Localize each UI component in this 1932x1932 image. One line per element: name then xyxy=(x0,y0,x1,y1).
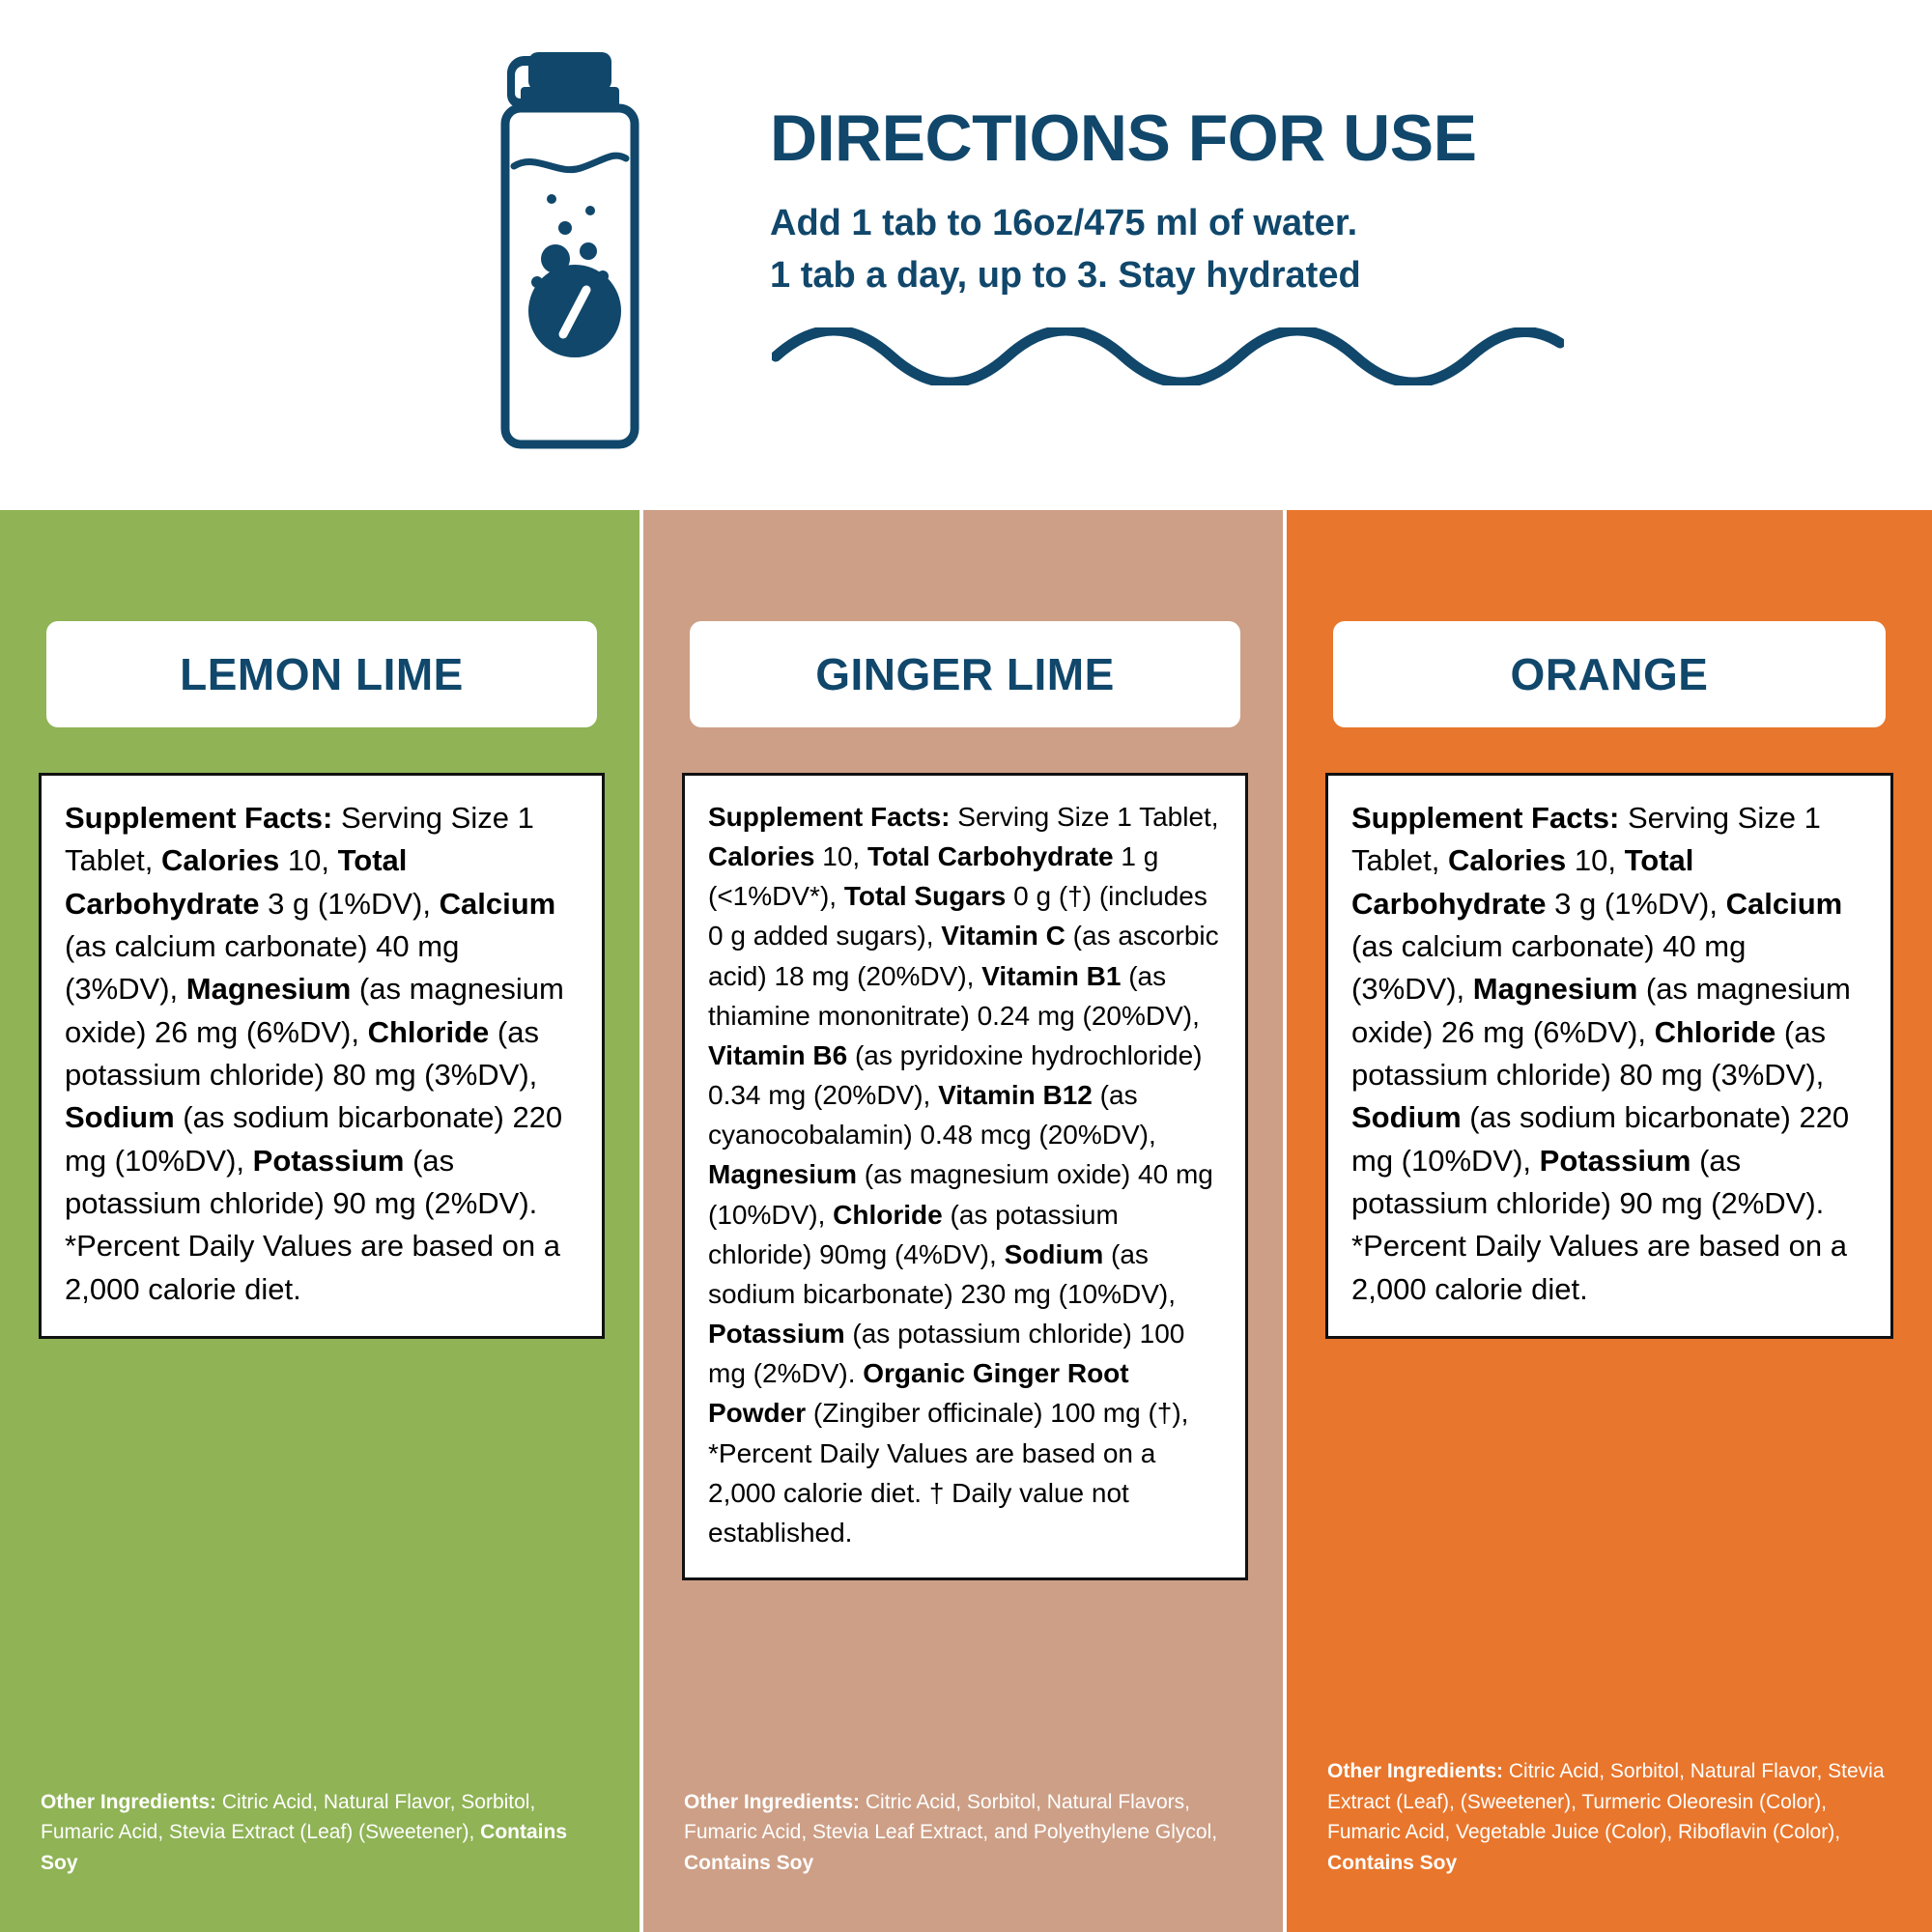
header-text-block xyxy=(770,29,1564,390)
flavor-columns xyxy=(0,510,1932,1932)
flavor-column-ginger-lime xyxy=(643,510,1287,1932)
flavor-name: GINGER LIME xyxy=(815,649,1115,699)
page-title: DIRECTIONS FOR USE xyxy=(770,101,1477,175)
other-ingredients-ginger-lime: Other Ingredients: Citric Acid, Sorbitol, Natural Flavors, Fumaric Acid, Stevia Leaf Extract, and Polyethylene Glycol, Contains Soy xyxy=(684,1790,1218,1874)
supplement-facts-box-lemon-lime xyxy=(39,773,605,1339)
directions-line-2: 1 tab a day, up to 3. Stay hydrated xyxy=(770,255,1361,297)
supplement-facts-box-orange xyxy=(1325,773,1893,1339)
supplement-facts-text: Supplement Facts: Serving Size 1 Tablet, Calories 10, Total Carbohydrate 3 g (1%DV), Calcium (as calcium carbonate) 40 mg (3%DV), Magnesium (as magnesium oxide) 26 mg (6%DV), Chloride (as potassium chloride) 80 mg (3%DV), Sodium (as sodium bicarbonate) 220 mg (10%DV), Potassium (as potassium chloride) 90 mg (2%DV). *Percent Daily Values are based on a 2,000 calorie diet. xyxy=(65,801,564,1306)
supplement-facts-text: Supplement Facts: Serving Size 1 Tablet, Calories 10, Total Carbohydrate 1 g (<1%DV*), Total Sugars 0 g (†) (includes 0 g added sugars), Vitamin C (as ascorbic acid) 18 mg (20%DV), Vitamin B1 (as thiamine mononitrate) 0.24 mg (20%DV), Vitamin B6 (as pyridoxine hydrochloride) 0.34 mg (20%DV), Vitamin B12 (as cyanocobalamin) 0.48 mcg (20%DV), Magnesium (as magnesium oxide) 40 mg (10%DV), Chloride (as potassium chloride) 90mg (4%DV), Sodium (as sodium bicarbonate) 230 mg (10%DV), Potassium (as potassium chloride) 100 mg (2%DV). Organic Ginger Root Powder (Zingiber officinale) 100 mg (†), *Percent Daily Values are based on a 2,000 calorie diet. † Daily value not established. xyxy=(708,802,1219,1548)
flavor-name: LEMON LIME xyxy=(180,649,464,699)
supplement-facts-box-ginger-lime xyxy=(682,773,1248,1580)
flavor-pill-ginger-lime xyxy=(690,621,1240,727)
directions-line-1: Add 1 tab to 16oz/475 ml of water. xyxy=(770,203,1358,244)
flavor-pill-orange xyxy=(1333,621,1886,727)
other-ingredients-orange: Other Ingredients: Citric Acid, Sorbitol, Natural Flavor, Stevia Extract (Leaf), (Sweetener), Turmeric Oleoresin (Color), Fumaric Acid, Vegetable Juice (Color), Riboflavin (Color), Contains Soy xyxy=(1327,1760,1885,1874)
header-section xyxy=(0,0,1932,510)
wave-divider-icon xyxy=(772,327,1564,390)
flavor-column-lemon-lime xyxy=(0,510,643,1932)
flavor-column-orange xyxy=(1287,510,1932,1932)
flavor-pill-lemon-lime xyxy=(46,621,597,727)
supplement-facts-text: Supplement Facts: Serving Size 1 Tablet, Calories 10, Total Carbohydrate 3 g (1%DV), Calcium (as calcium carbonate) 40 mg (3%DV), Magnesium (as magnesium oxide) 26 mg (6%DV), Chloride (as potassium chloride) 80 mg (3%DV), Sodium (as sodium bicarbonate) 220 mg (10%DV), Potassium (as potassium chloride) 90 mg (2%DV). *Percent Daily Values are based on a 2,000 calorie diet. xyxy=(1351,801,1851,1306)
flavor-name: ORANGE xyxy=(1510,649,1709,699)
water-bottle-icon xyxy=(440,39,720,469)
other-ingredients-lemon-lime: Other Ingredients: Citric Acid, Natural Flavor, Sorbitol, Fumaric Acid, Stevia Extract (Leaf) (Sweetener), Contains Soy xyxy=(41,1790,568,1874)
